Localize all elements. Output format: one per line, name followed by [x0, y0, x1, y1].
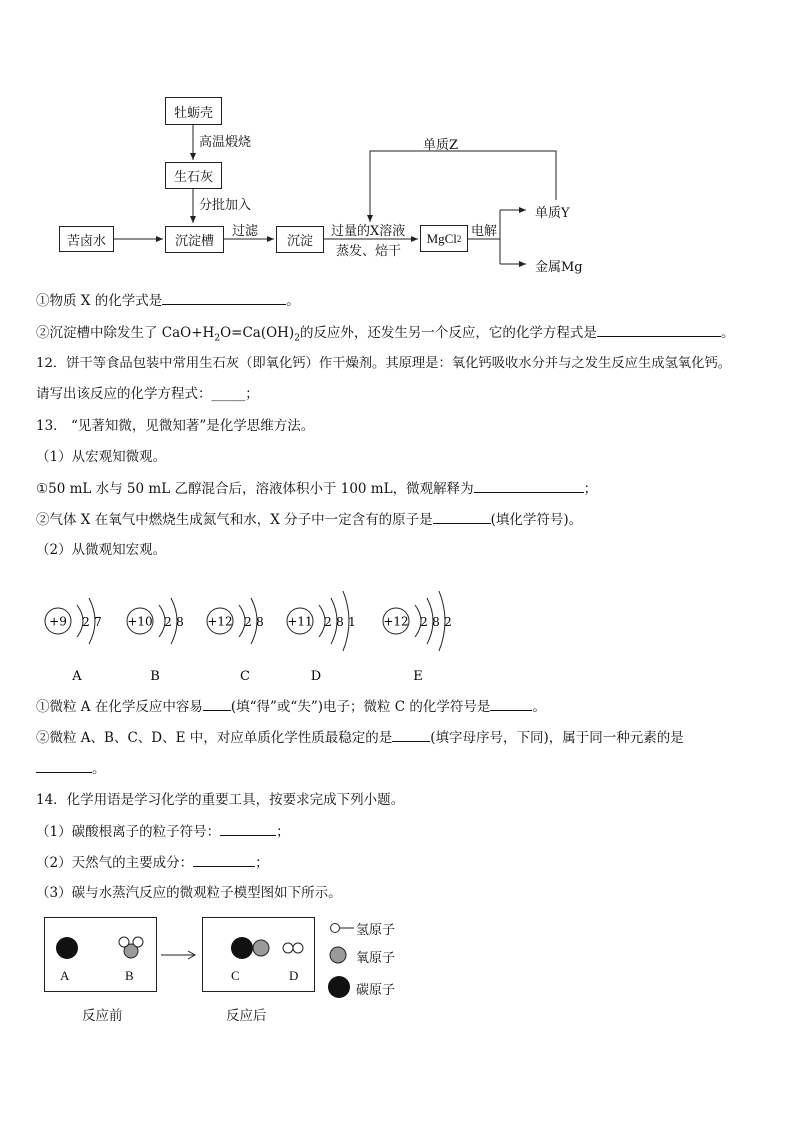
hydrogen-atom	[119, 937, 129, 947]
hydrogen-atom	[133, 937, 143, 947]
answer-blank[interactable]	[36, 758, 92, 773]
atom-d	[287, 591, 356, 684]
q13-qb-cont: 。	[36, 758, 106, 779]
hydrogen-atom	[293, 943, 303, 953]
carbon-atom	[231, 937, 253, 959]
step-electrolysis: 电解	[471, 224, 498, 239]
nucleus-charge: +10	[127, 614, 153, 629]
shell-electron-count: 8	[336, 615, 344, 629]
shell-electron-count: 2	[324, 615, 332, 629]
answer-blank[interactable]	[220, 821, 276, 836]
nucleus-charge: +11	[287, 614, 313, 629]
q12-line2: 请写出该反应的化学方程式：_____；	[36, 386, 259, 402]
q14-item2: （2）天然气的主要成分： ；	[36, 852, 269, 873]
answer-blank[interactable]	[162, 290, 286, 305]
shell-electron-count: 8	[432, 615, 440, 629]
nucleus-charge: +12	[383, 614, 409, 629]
atom-label: A	[72, 669, 82, 684]
label-y: 单质Y	[535, 206, 570, 221]
step-x-line1: 过量的X溶液	[331, 224, 406, 239]
shell-electron-count: 7	[94, 615, 102, 629]
q13-qb: ②微粒 A、B、C、D、E 中，对应单质化学性质最稳定的是 (填字母序号，下同)，属于同一种元素的是	[36, 727, 684, 748]
q13-qa: ①微粒 A 在化学反应中容易 (填“得”或“失”)电子；微粒 C 的化学符号是 。	[36, 696, 546, 717]
oxygen-atom	[253, 940, 269, 956]
panel-before	[44, 917, 157, 992]
q12-line1: 12．饼干等食品包装中常用生石灰（即氧化钙）作干燥剂。其原理是：氧化钙吸收水分并与之发生反应生成氢氧化钙。	[36, 356, 732, 371]
legend-oxygen: 氧原子	[356, 951, 396, 966]
nucleus-charge: +9	[49, 614, 67, 629]
arrow-z-loop	[370, 151, 556, 222]
nucleus-charge: +12	[207, 614, 233, 629]
q13-part2: （2）从微观知宏观。	[36, 542, 167, 558]
box-quicklime: 生石灰	[165, 162, 222, 189]
q13-title: 13． “见著知微，见微知著”是化学思维方法。	[36, 418, 315, 434]
label-b: B	[125, 968, 134, 983]
q11-line2: ②沉淀槽中除发生了 $CaO+H_2O=Ca(OH)_2$的反应外，还发生另一个反应，它的化学方程式是 。	[36, 322, 734, 349]
atom-diagrams	[0, 565, 794, 690]
shell-electron-count: 8	[176, 615, 184, 629]
label-a: A	[60, 968, 70, 983]
reaction-arrow	[160, 950, 198, 960]
atom-label: B	[150, 669, 160, 684]
answer-blank[interactable]: _____	[211, 386, 246, 402]
legend-hydrogen: 氢原子	[356, 923, 396, 938]
step-batch: 分批加入	[199, 198, 252, 213]
q14-item3: （3）碳与水蒸汽反应的微观粒子模型图如下所示。	[36, 885, 342, 901]
shell-electron-count: 2	[82, 615, 90, 629]
atom-c	[207, 598, 264, 684]
atom-b	[127, 598, 184, 684]
label-c: C	[231, 968, 240, 983]
box-mgcl2: MgCl 2	[420, 225, 468, 252]
legend-carbon: 碳原子	[356, 983, 396, 998]
q11-line1: ①物质 X 的化学式是 。	[36, 290, 300, 311]
answer-blank[interactable]	[193, 852, 255, 867]
q14-title: 14．化学用语是学习化学的重要工具，按要求完成下列小题。	[36, 792, 405, 808]
answer-blank[interactable]	[433, 509, 491, 524]
q14-item1: （1）碳酸根离子的粒子符号： ；	[36, 821, 290, 842]
step-x-line2: 蒸发、焙干	[336, 244, 402, 259]
answer-blank[interactable]	[474, 478, 584, 493]
caption-after: 反应后	[226, 1008, 267, 1024]
atom-e	[383, 591, 452, 684]
carbon-legend-icon	[328, 976, 350, 998]
box-tank: 沉淀槽	[165, 226, 224, 253]
answer-blank[interactable]	[392, 727, 430, 742]
answer-blank[interactable]	[203, 696, 231, 711]
answer-blank[interactable]	[597, 322, 721, 337]
step-calcine: 高温煅烧	[199, 135, 252, 150]
hydrogen-atom	[283, 943, 293, 953]
label-mg: 金属Mg	[535, 260, 583, 275]
q13-part1: （1）从宏观知微观。	[36, 449, 167, 465]
box-brine: 苦卤水	[59, 226, 114, 252]
shell-electron-count: 2	[244, 615, 252, 629]
atom-a	[45, 598, 102, 684]
shell-electron-count: 2	[164, 615, 172, 629]
label-d: D	[289, 968, 299, 983]
panel-after	[202, 917, 315, 992]
q13-item2: ②气体 X 在氧气中燃烧生成氮气和水，X 分子中一定含有的原子是 (填化学符号)。	[36, 509, 582, 530]
after-molecules	[203, 918, 316, 993]
caption-before: 反应前	[82, 1008, 123, 1024]
atom-label: D	[310, 669, 322, 684]
box-precipitate: 沉淀	[276, 226, 324, 253]
oxygen-legend-icon	[330, 947, 346, 963]
answer-blank[interactable]	[490, 696, 532, 711]
shell-electron-count: 8	[256, 615, 264, 629]
carbon-atom	[56, 937, 78, 959]
atom-label: E	[413, 669, 423, 684]
box-oyster: 牡蛎壳	[165, 97, 222, 125]
shell-electron-count: 1	[348, 615, 356, 629]
atom-diagram-svg	[0, 565, 794, 690]
step-filter: 过滤	[232, 224, 259, 239]
atom-label: C	[240, 669, 250, 684]
shell-electron-count: 2	[420, 615, 428, 629]
label-z: 单质Z	[423, 138, 459, 153]
hydrogen-legend-icon	[331, 924, 340, 933]
atom-legend	[326, 917, 416, 1002]
shell-electron-count: 2	[444, 615, 452, 629]
q13-item1: ①50 mL 水与 50 mL 乙醇混合后，溶液体积小于 100 mL，微观解释为 ；	[36, 478, 597, 499]
